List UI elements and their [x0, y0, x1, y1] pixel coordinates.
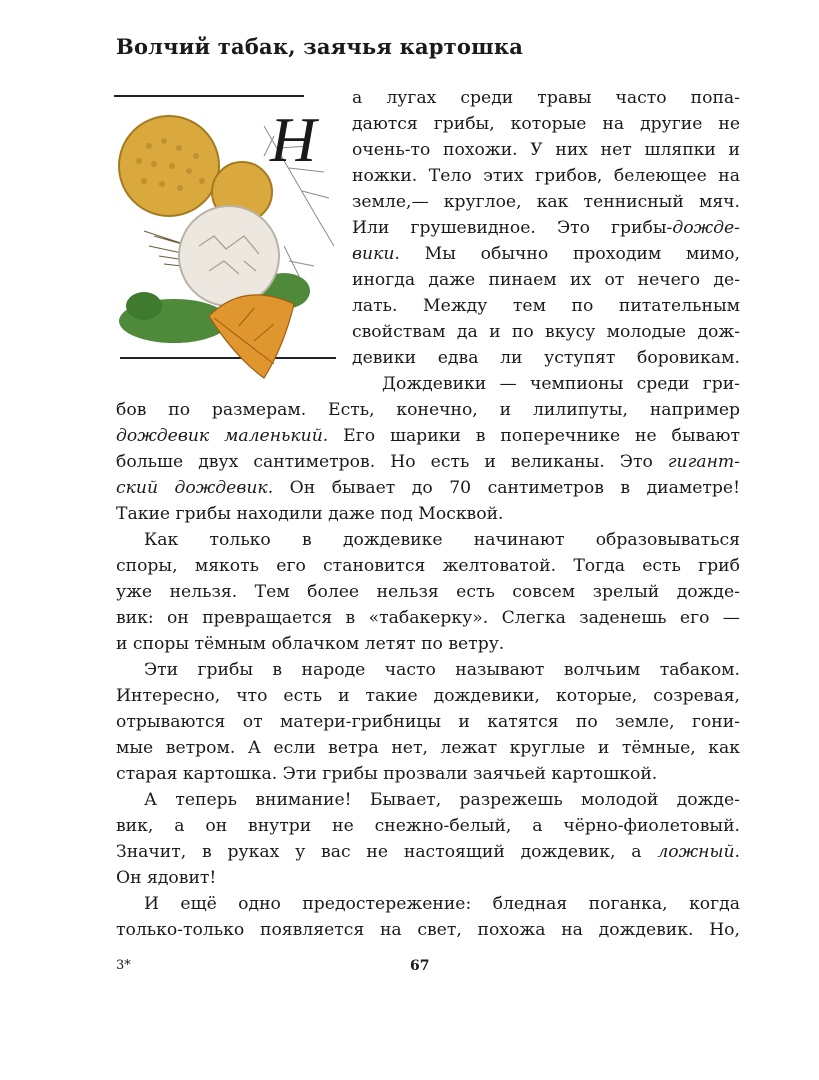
autumn-leaf — [209, 295, 294, 378]
text-line: лать. Между тем по питательным — [352, 296, 740, 316]
text-line: вик, а он внутри не снежно-белый, а чёрно-фиолетовый. — [116, 816, 740, 836]
text-line: споры, мякоть его становится желтоватой. Тогда есть гриб — [116, 556, 740, 576]
text-segment: Его шарики в поперечнике не бывают — [328, 426, 740, 446]
text-line: свойствам да и по вкусу молодые дож- — [352, 322, 740, 342]
text-line: вик: он превращается в «табакерку». Слегка заденешь его — — [116, 608, 740, 628]
text-line: Эти грибы в народе часто называют волчьим табаком. — [144, 660, 740, 680]
text-line: А теперь внимание! Бывает, разрежешь молодой дожде- — [144, 790, 740, 810]
text-line: а лугах среди травы часто попа- — [352, 88, 740, 108]
text-line: Он ядовит! — [116, 868, 217, 888]
text-line: даются грибы, которые на другие не — [352, 114, 740, 134]
page-number: 67 — [410, 958, 430, 974]
text-segment: . — [734, 842, 740, 862]
text-line: Как только в дождевике начинают образовываться — [144, 530, 740, 550]
text-line — [116, 428, 740, 445]
italic-term: дождевик маленький. — [116, 426, 329, 446]
text-segment: Или грушевидное. Это грибы- — [352, 218, 673, 238]
text-line: ножки. Тело этих грибов, белеющее на — [352, 166, 740, 186]
italic-term: вики. — [352, 244, 400, 264]
text-line: мые ветром. А если ветра нет, лежат круглые и тёмные, как — [116, 738, 740, 758]
italic-term: ский дождевик. — [116, 478, 274, 498]
page-title: Волчий табак, заячья картошка — [116, 34, 524, 59]
text-line: И ещё одно предостережение: бледная поганка, когда — [144, 894, 740, 914]
text-line: Такие грибы находили даже под Москвой. — [116, 504, 504, 524]
text-segment: больше двух сантиметров. Но есть и великаны. Это — [116, 452, 668, 472]
text-line: иногда даже пинаем их от нечего де- — [352, 270, 740, 290]
text-line — [116, 454, 740, 471]
text-segment: Значит, в руках у вас не настоящий дождевик, а — [116, 842, 658, 862]
italic-term: дожде- — [672, 218, 740, 238]
drop-cap-letter: Н — [270, 104, 317, 175]
text-line — [116, 844, 740, 861]
text-line: Дождевики — чемпионы среди гри- — [382, 374, 740, 394]
text-line — [352, 220, 740, 237]
text-line: бов по размерам. Есть, конечно, и лилипуты, например — [116, 400, 740, 420]
text-line: старая картошка. Эти грибы прозвали заячьей картошкой. — [116, 764, 658, 784]
text-line: отрываются от матери-грибницы и катятся по земле, гони- — [116, 712, 740, 732]
white-puffball — [179, 206, 279, 306]
text-line: только-только появляется на свет, похожа на дождевик. Но, — [116, 920, 740, 940]
text-line — [352, 246, 740, 263]
text-line: очень-то похожи. У них нет шляпки и — [352, 140, 740, 160]
text-line: земле,— круглое, как теннисный мяч. — [352, 192, 740, 212]
text-line: девики едва ли уступят боровикам. — [352, 348, 740, 368]
printer-signature-mark: 3* — [116, 958, 131, 973]
text-segment: Мы обычно проходим мимо, — [399, 244, 740, 264]
text-line: уже нельзя. Тем более нельзя есть совсем зрелый дожде- — [116, 582, 740, 602]
text-line: Интересно, что есть и такие дождевики, которые, созревая, — [116, 686, 740, 706]
text-line — [116, 480, 740, 497]
text-line: и споры тёмным облачком летят по ветру. — [116, 634, 505, 654]
italic-term: гигант- — [667, 452, 740, 472]
text-segment: Он бывает до 70 сантиметров в диаметре! — [273, 478, 741, 498]
italic-term: ложный — [657, 842, 735, 862]
